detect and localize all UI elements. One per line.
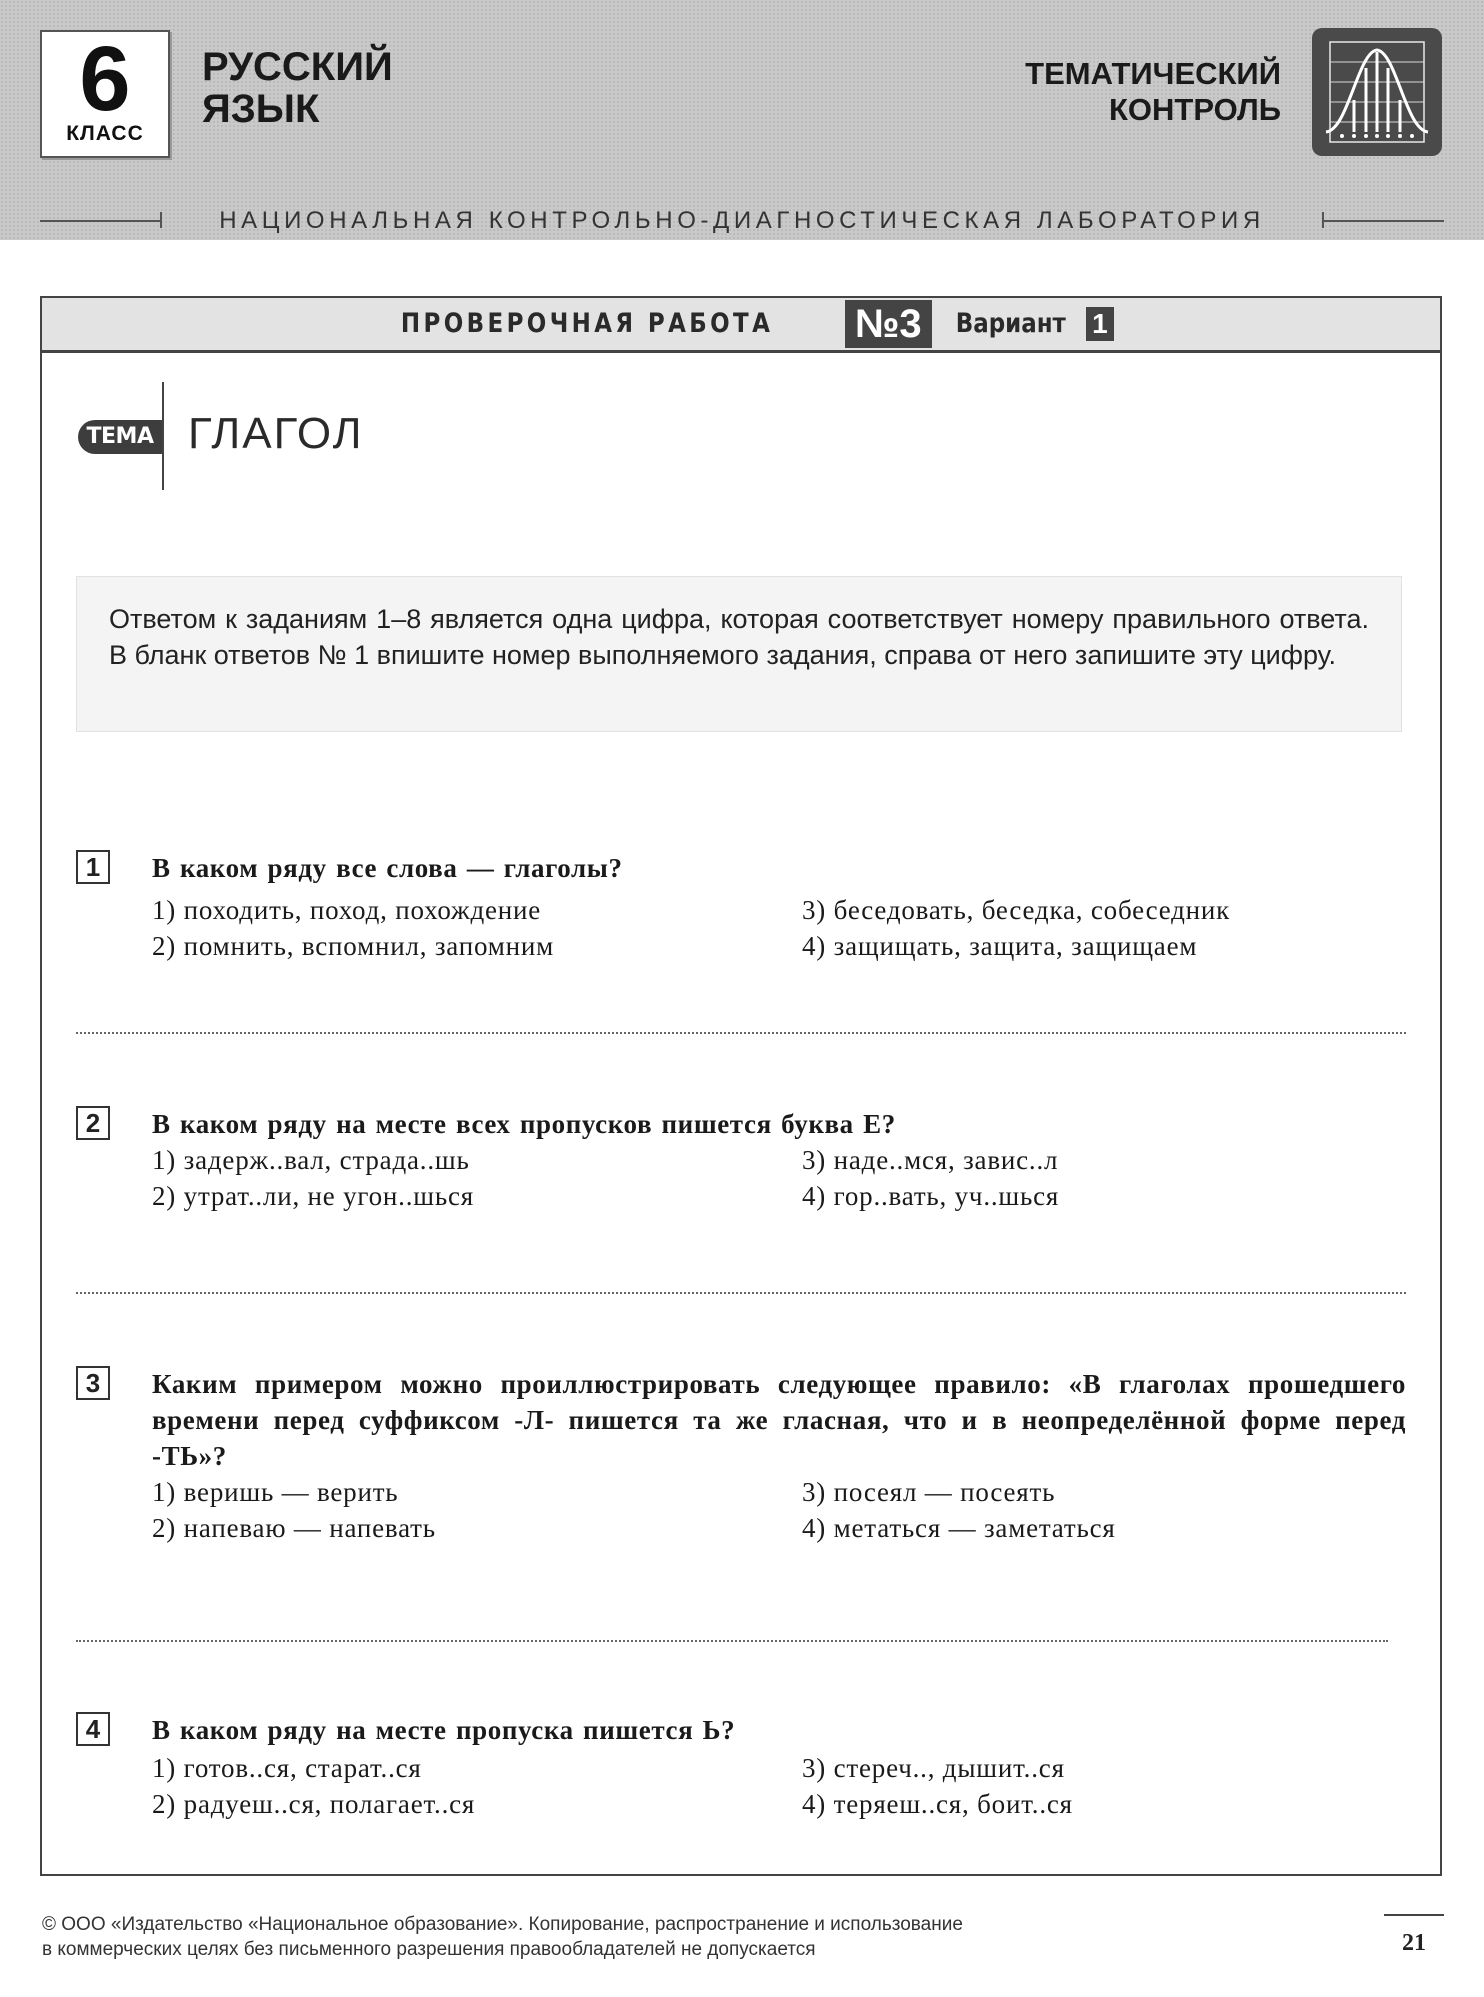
subject-title [202,46,462,130]
topic-badge: ТЕМА [78,420,162,454]
bell-curve-chart-icon [1312,28,1442,156]
work-title: ПРОВЕРОЧНАЯ РАБОТА [401,308,774,339]
task-number: 1 [76,850,110,884]
topic-row [78,382,578,492]
work-title-bar [42,298,1440,353]
grade-number: 6 [79,28,131,130]
lab-name: НАЦИОНАЛЬНАЯ КОНТРОЛЬНО-ДИАГНОСТИЧЕСКАЯ ЛАБОРАТОРИЯ [219,207,1265,234]
topic-title: ГЛАГОЛ [188,409,364,458]
task-option[interactable]: 3) посеял — посеять [802,1477,1056,1507]
task-option[interactable]: 2) утрат..ли, не угон..шься [152,1181,474,1211]
lab-name-line [40,206,1444,236]
bell-curve-svg [1312,28,1442,156]
topic-divider [162,382,164,490]
task-option[interactable]: 4) теряеш..ся, боит..ся [802,1789,1073,1819]
worksheet-frame [40,296,1442,1876]
variant-number: 1 [1086,307,1114,341]
subject-line-2: ЯЗЫК [202,87,320,131]
page-number-rule [1384,1914,1444,1916]
work-number: №3 [845,300,932,348]
task-question: В каком ряду на месте всех пропусков пишется буква Е? [152,1109,896,1139]
header-band [0,0,1484,240]
task-option[interactable]: 2) помнить, вспомнил, запомним [152,931,555,961]
lab-tick-left [160,212,162,228]
task-option[interactable]: 1) готов..ся, старат..ся [152,1753,422,1783]
task-option[interactable]: 2) радуеш..ся, полагает..ся [152,1789,476,1819]
lab-rule-right [1324,220,1444,222]
task-number: 3 [76,1366,110,1400]
task-option[interactable]: 4) защищать, защита, защищаем [802,931,1198,961]
dotted-separator [76,1640,1388,1642]
control-line-2: КОНТРОЛЬ [1109,92,1281,127]
dotted-separator [76,1292,1406,1294]
grade-label: КЛАСС [66,122,144,145]
task-option[interactable]: 4) метаться — заметаться [802,1513,1116,1543]
copyright-notice [42,1912,1242,1962]
control-line-1: ТЕМАТИЧЕСКИЙ [1025,56,1281,91]
task-question: Каким примером можно проиллюстрировать следующее правило: «В глаголах прошедшего времени перед суффиксом -Л- пишется та же гласная, что и в неопределённой форме перед -ТЬ»? [152,1369,1406,1471]
grade-box [40,30,170,158]
variant-label: Вариант [955,308,1067,339]
task-option[interactable]: 3) наде..мся, завис..л [802,1145,1059,1175]
task-option[interactable]: 1) походить, поход, похождение [152,895,542,925]
task-question: В каком ряду все слова — глаголы? [152,853,623,883]
instructions-box: Ответом к заданиям 1–8 является одна цифра, которая соответствует номеру правильного ответа. В бланк ответов № 1 впишите номер выполняемого задания, справа от него запишите эту цифру. [76,576,1402,732]
task-option[interactable]: 4) гор..вать, уч..шься [802,1181,1060,1211]
lab-rule-left [40,220,160,222]
task-option[interactable]: 1) веришь — верить [152,1477,399,1507]
task-option[interactable]: 1) задерж..вал, страда..шь [152,1145,470,1175]
control-title [881,56,1281,128]
task-option[interactable]: 3) стереч.., дышит..ся [802,1753,1065,1783]
subject-line-1: РУССКИЙ [202,45,393,89]
task-option[interactable]: 3) беседовать, беседка, собеседник [802,895,1231,925]
copyright-line-2: в коммерческих целях без письменного разрешения правообладателей не допускается [42,1939,816,1960]
task-question: В каком ряду на месте пропуска пишется Ь? [152,1715,736,1745]
task-number: 4 [76,1712,110,1746]
task-number: 2 [76,1106,110,1140]
dotted-separator [76,1032,1406,1034]
copyright-line-1: © ООО «Издательство «Национальное образование». Копирование, распространение и использование [42,1914,963,1935]
task-option[interactable]: 2) напеваю — напевать [152,1513,436,1543]
page-number: 21 [1402,1930,1426,1956]
